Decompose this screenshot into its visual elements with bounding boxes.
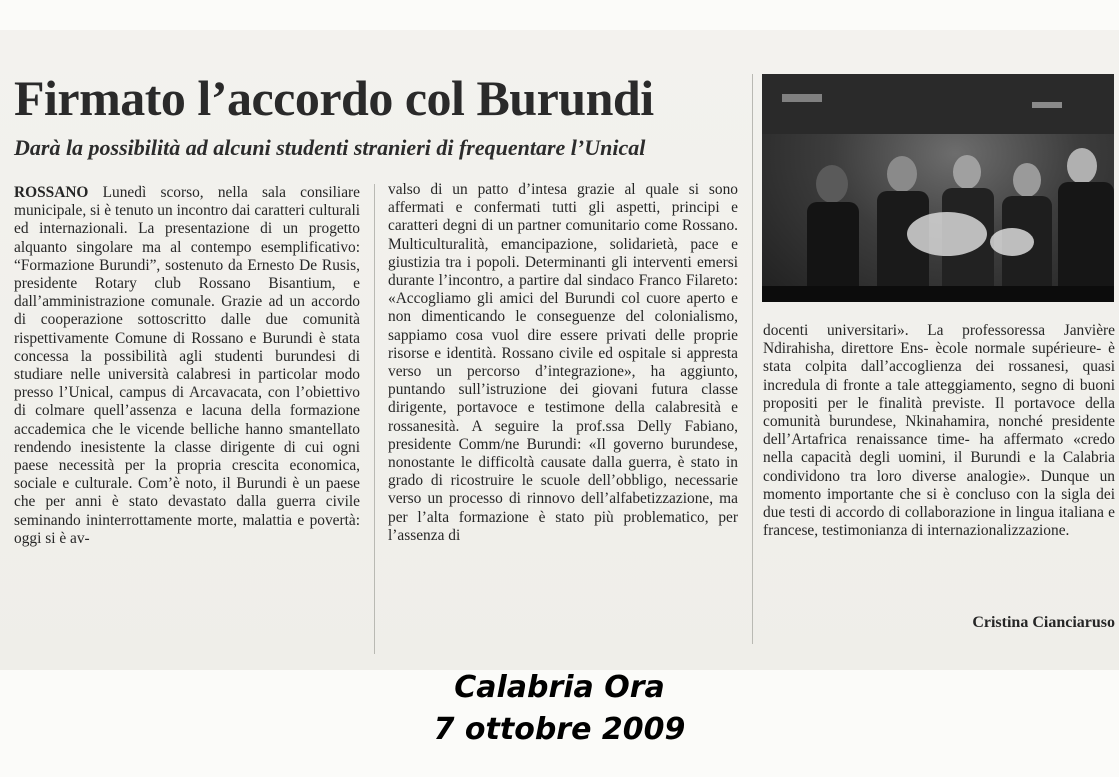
headline: Firmato l’accordo col Burundi (14, 70, 654, 126)
column-2-text: valso di un patto d’intesa grazie al quale si sono affermati e confermati tutti gli aspetti, principi e caratteri degni di un partner comunitario come Rossano. Multiculturalità, emancipazione, solidarietà, pace e giustizia tra i popoli. Determinanti gli interventi emersi durante l’incontro, a partire dal sindaco Franco Filareto: «Accogliamo gli amici del Burundi col cuore aperto e non dimenticando le conseguenze del colonialismo, sappiamo cosa vuol dire essere privati delle proprie risorse e identità. Rossano civile ed ospitale si appresta verso un percorso d’integrazione», ha aggiunto, puntando sull’istruzione dei giovani futura classe dirigente, portavoce e testimone della calabresità e rossanesità. A seguire la prof.ssa Delly Fabiano, presidente Comm/ne Burundi: «Il governo burundese, nonostante le difficoltà causate dalla guerra, è stato in grado di ricostruire le scuole dell’obbligo, necessarie verso un processo di rinnovo dell’alfabetizzazione, ma per l’alta formazione è stato più problematico, per l’assenza di (388, 181, 738, 544)
column-3-text: docenti universitari». La professoressa Janvière Ndirahisha, direttore Ens- ècole normale supérieure- è stata colpita dall’accoglienza dei rossanesi, quasi incredula di fronte a tale atteggiamento, segno di buoni propositi per le finalità previste. Il portavoce della comunità burundese, Nkinahamira, nonché presidente dell’Artafrica renaissance time- ha affermato «credo nella capacità degli uomini, il Burundi e la Calabria condividono tra loro diverse analogie». Dunque un momento importante che si è concluso con la sigla dei due testi di accordo di collaborazione in lingua italiana e francese, testimonianza di internazionalizzazione. (763, 322, 1115, 540)
date-caption: 7 ottobre 2009 (433, 712, 686, 747)
article-column-2 (388, 181, 738, 545)
dateline: ROSSANO (14, 184, 89, 201)
article-photo (762, 74, 1114, 302)
article-column-1 (14, 184, 360, 548)
author-signature: Cristina Cianciaruso (972, 614, 1115, 631)
column-divider (374, 184, 375, 654)
article-column-3 (763, 322, 1115, 540)
column-divider (752, 74, 753, 644)
photo-people-illustration (762, 74, 1114, 302)
column-1-text: Lunedì scorso, nella sala consiliare municipale, si è tenuto un incontro dai caratteri culturali ed internazionali. La presentazione di un progetto alquanto singolare ma al contempo esemplificativo: “Formazione Burundi”, sostenuto da Ernesto De Rusis, presidente Rotary club Rossano Bisantium, e dall’amministrazione comunale. Grazie ad un accordo di cooperazione sottoscritto dalle due comunità rispettivamente Comune di Rossano e Burundi è stata concessa la possibilità agli studenti burundesi di studiare nelle università calabresi in particolar modo presso l’Unical, campus di Arcavacata, con l’obiettivo di colmare quell’assenza e lacuna della formazione accademica che le vicende belliche hanno smantellato rendendo inesistente la classe dirigente di cui ogni paese necessità per la propria crescita economica, sociale e culturale. Com’è noto, il Burundi è un paese che per anni è stato devastato dalla guerra civile seminando ininterrottamente morte, malattia e povertà: oggi si è av- (14, 184, 360, 547)
subheadline: Darà la possibilità ad alcuni studenti stranieri di frequentare l’Unical (14, 135, 646, 160)
source-caption: Calabria Ora (454, 670, 665, 705)
